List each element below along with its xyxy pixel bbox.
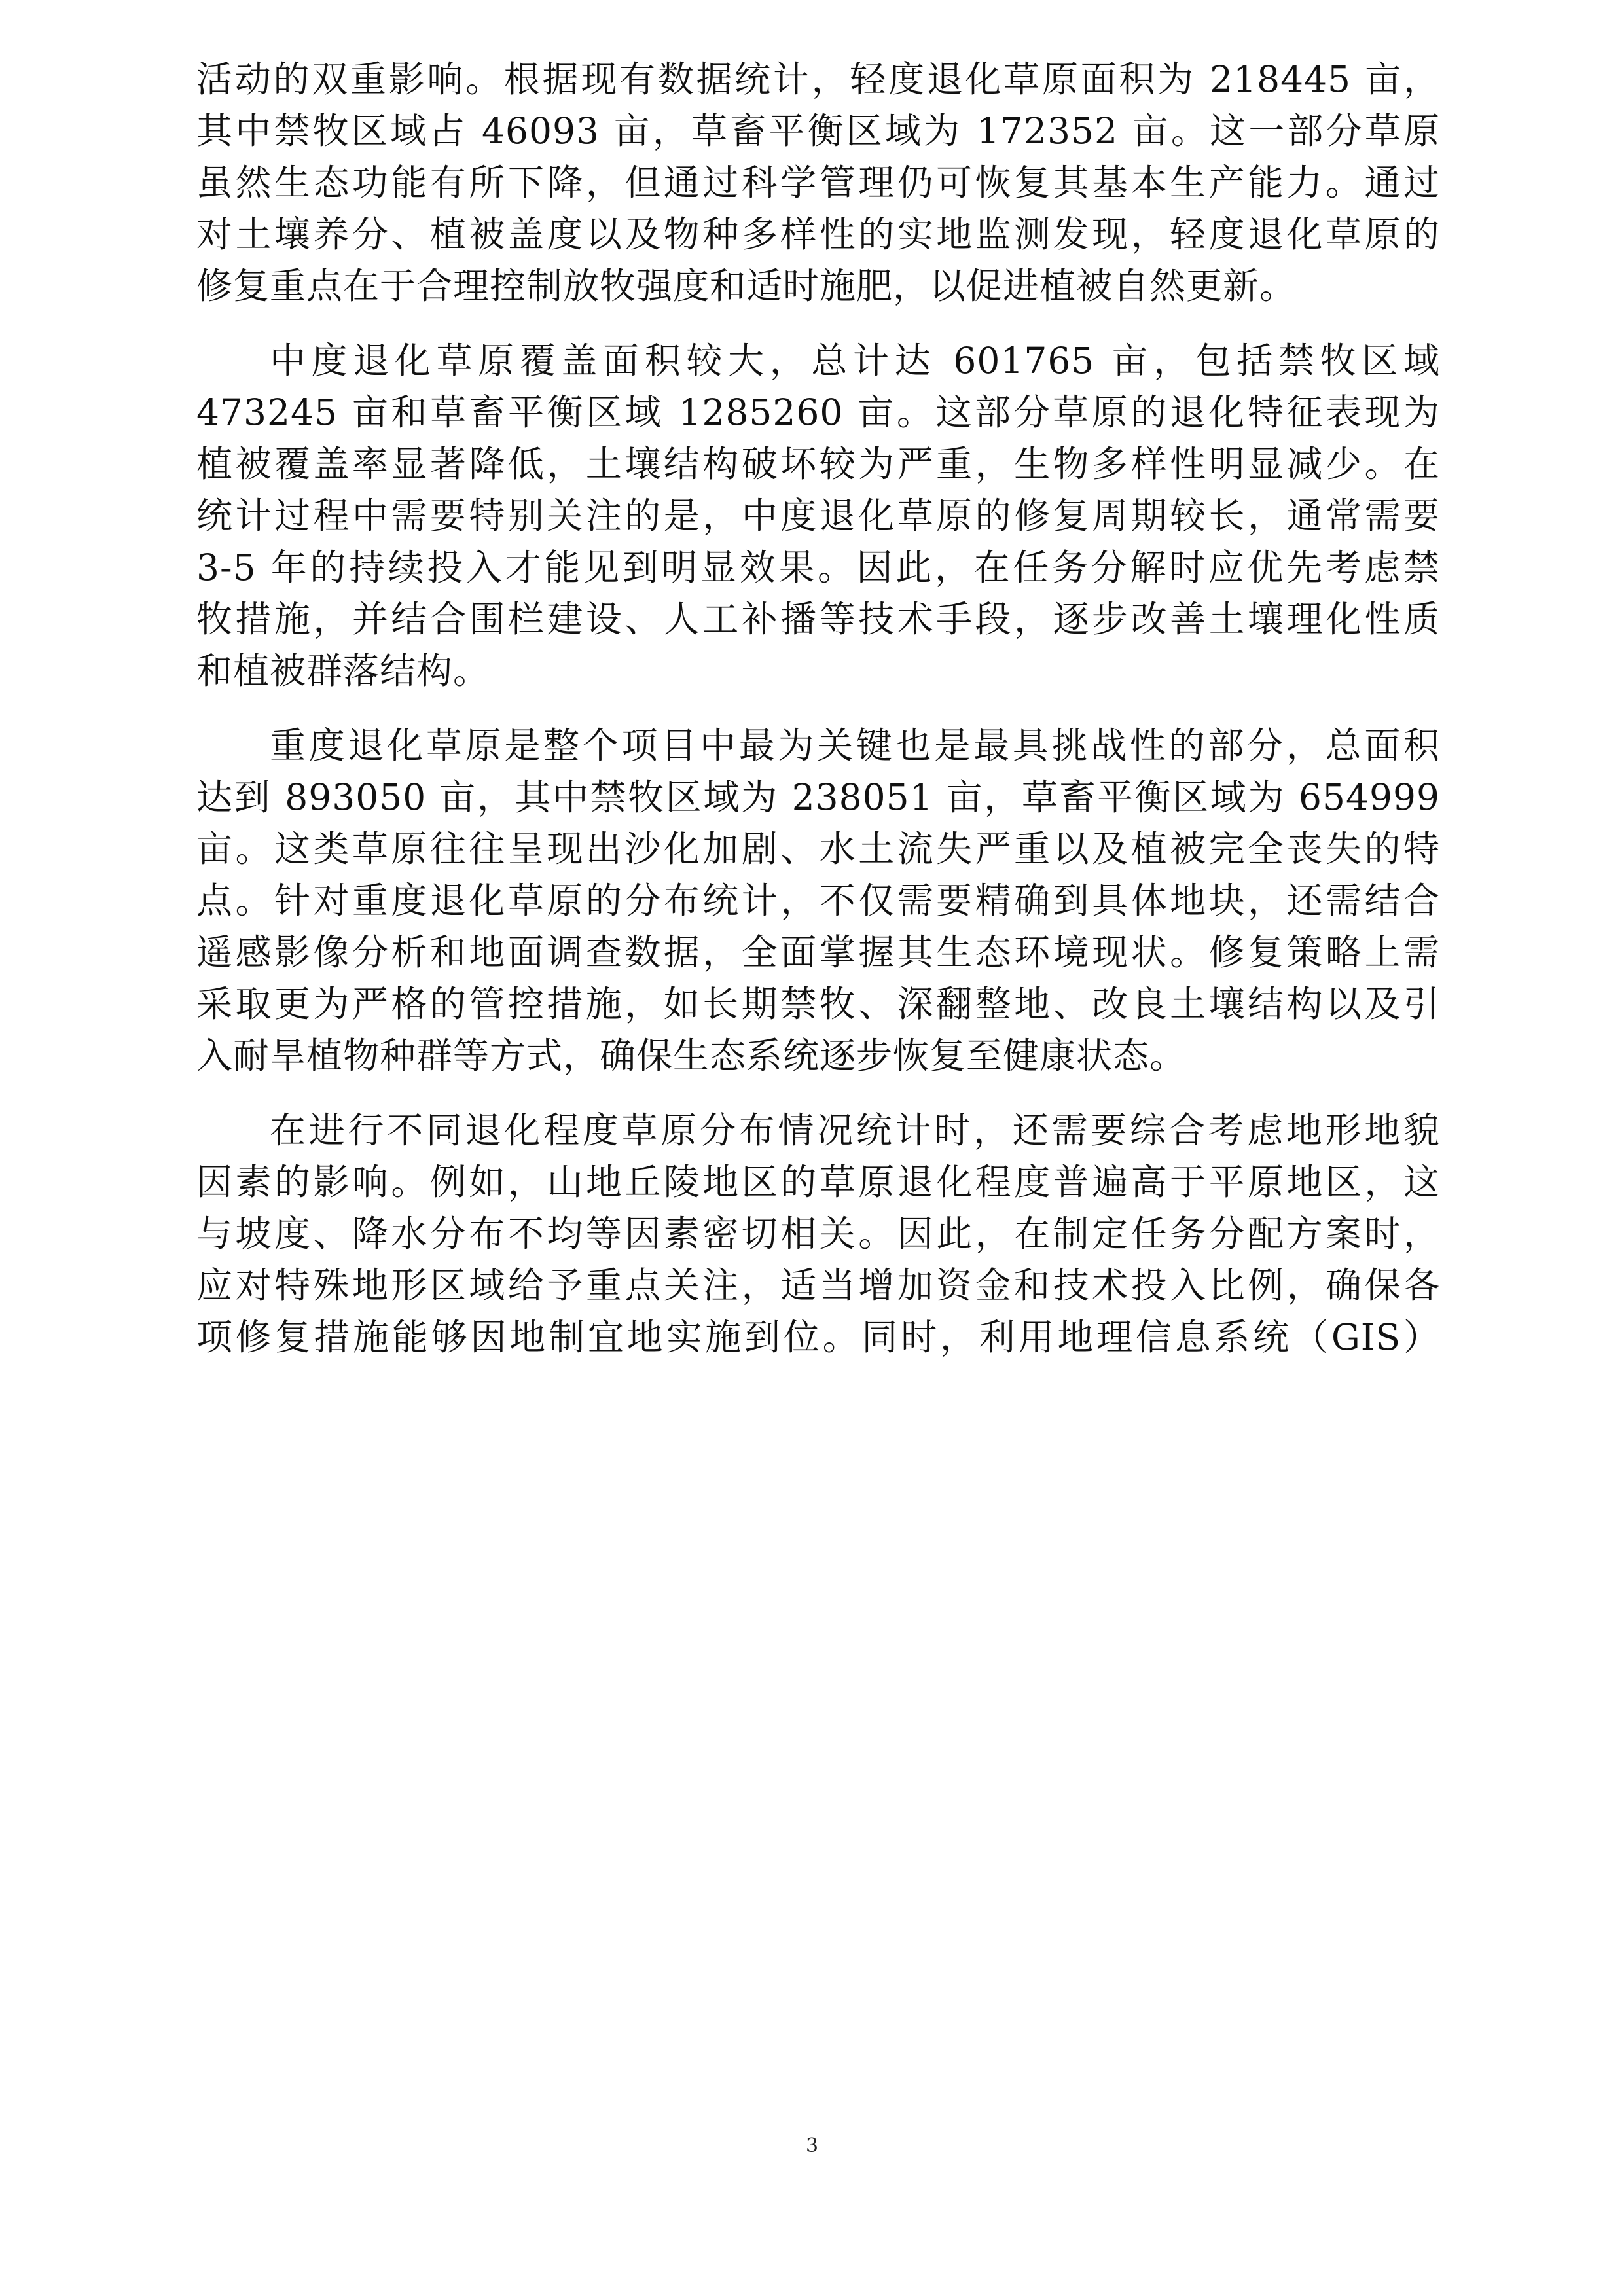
paragraph (196, 54, 1440, 312)
text-line: 中度退化草原覆盖面积较大，总计达 601765 亩，包括禁牧区域 (270, 340, 1440, 382)
text-line: 植被覆盖率显著降低，土壤结构破坏较为严重，生物多样性明显减少。在 (196, 443, 1440, 485)
text-line: 采取更为严格的管控措施，如长期禁牧、深翻整地、改良土壤结构以及引 (196, 983, 1440, 1025)
text-line: 与坡度、降水分布不均等因素密切相关。因此，在制定任务分配方案时， (196, 1213, 1440, 1255)
text-line: 在进行不同退化程度草原分布情况统计时，还需要综合考虑地形地貌 (270, 1109, 1440, 1151)
paragraph (196, 720, 1440, 1082)
text-line: 应对特殊地形区域给予重点关注，适当增加资金和技术投入比例，确保各 (196, 1265, 1440, 1306)
text-line: 牧措施，并结合围栏建设、人工补播等技术手段，逐步改善土壤理化性质 (196, 598, 1440, 640)
text-line: 3-5 年的持续投入才能见到明显效果。因此，在任务分解时应优先考虑禁 (196, 547, 1440, 588)
text-line: 亩。这类草原往往呈现出沙化加剧、水土流失严重以及植被完全丧失的特 (196, 828, 1440, 870)
paragraph-gap (196, 1082, 1440, 1105)
text-line: 统计过程中需要特别关注的是，中度退化草原的修复周期较长，通常需要 (196, 495, 1440, 537)
text-line: 对土壤养分、植被盖度以及物种多样性的实地监测发现，轻度退化草原的 (196, 213, 1440, 255)
text-line: 入耐旱植物种群等方式，确保生态系统逐步恢复至健康状态。 (196, 1035, 1187, 1077)
paragraph (196, 1105, 1440, 1363)
text-line: 修复重点在于合理控制放牧强度和适时施肥，以促进植被自然更新。 (196, 265, 1297, 307)
page-number: 3 (805, 2134, 819, 2157)
paragraph-gap (196, 697, 1440, 720)
text-line: 点。针对重度退化草原的分布统计，不仅需要精确到具体地块，还需结合 (196, 880, 1440, 922)
text-line: 活动的双重影响。根据现有数据统计，轻度退化草原面积为 218445 亩， (196, 58, 1440, 100)
paragraph (196, 335, 1440, 697)
body-text (196, 54, 1440, 1363)
text-line: 和植被群落结构。 (196, 650, 490, 692)
text-line: 达到 893050 亩，其中禁牧区域为 238051 亩，草畜平衡区域为 654999 (196, 776, 1440, 818)
text-line: 重度退化草原是整个项目中最为关键也是最具挑战性的部分，总面积 (270, 725, 1440, 766)
text-line: 因素的影响。例如，山地丘陵地区的草原退化程度普遍高于平原地区，这 (196, 1161, 1440, 1203)
paragraph-gap (196, 312, 1440, 335)
text-line: 遥感影像分析和地面调查数据，全面掌握其生态环境现状。修复策略上需 (196, 931, 1440, 973)
text-line: 项修复措施能够因地制宜地实施到位。同时，利用地理信息系统（GIS） (196, 1316, 1440, 1358)
text-line: 虽然生态功能有所下降，但通过科学管理仍可恢复其基本生产能力。通过 (196, 162, 1440, 204)
text-line: 473245 亩和草畜平衡区域 1285260 亩。这部分草原的退化特征表现为 (196, 391, 1440, 433)
text-line: 其中禁牧区域占 46093 亩，草畜平衡区域为 172352 亩。这一部分草原 (196, 110, 1440, 152)
